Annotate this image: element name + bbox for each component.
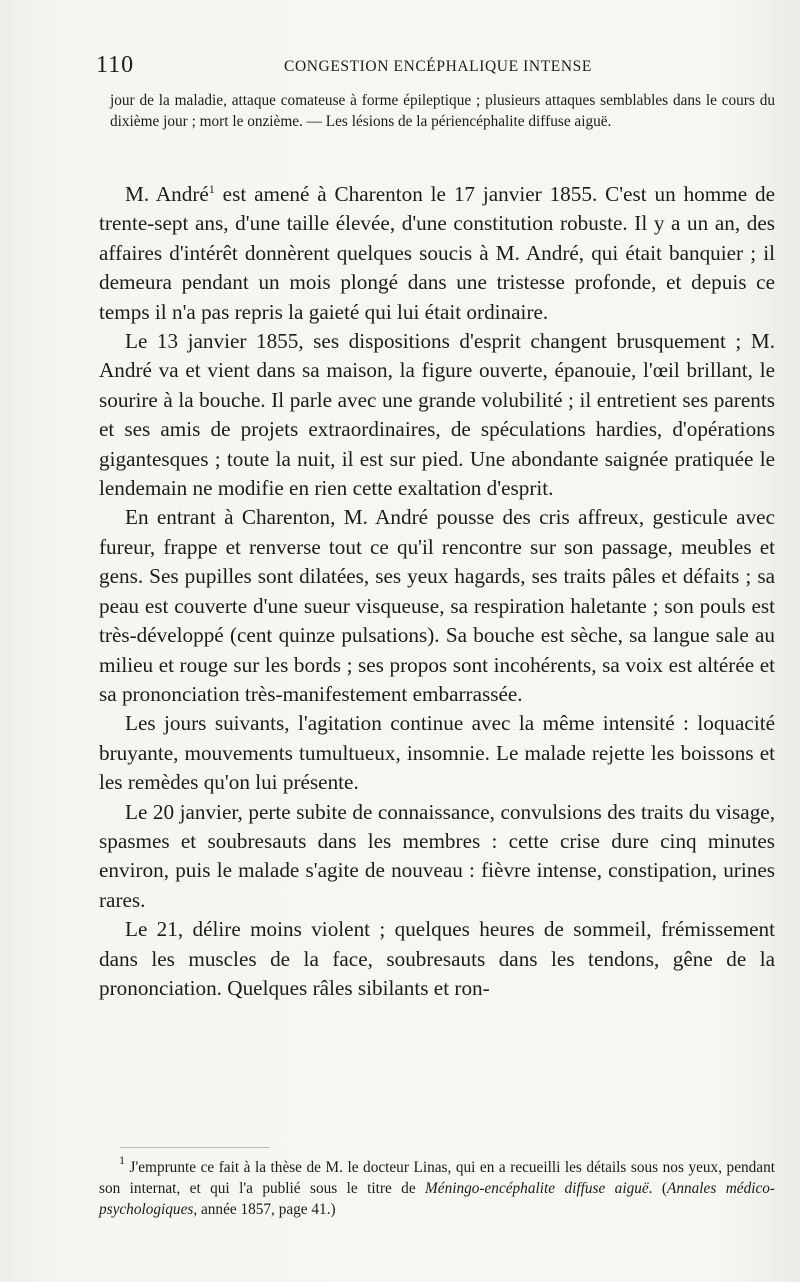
p1-start: M. André: [125, 182, 209, 206]
paragraph-2: Le 13 janvier 1855, ses dispositions d'esprit changent brusquement ; M. André va et vient dans sa maison, la figure ouverte, épanouie, l'œil brillant, le sourire à la bouche. Il parle avec une grande volubilité ; il entretient ses parents et ses amis de projets extraordinaires, de spéculations hardies, d'opérations gigantesques ; toute la nuit, il est sur pied. Une abondante saignée pratiquée le lendemain ne modifie en rien cette exaltation d'esprit.: [99, 329, 775, 501]
paragraph-1: [99, 180, 775, 327]
footnote-ref: 1: [208, 182, 215, 196]
case-body: [99, 180, 775, 1003]
p1-rest: est amené à Charenton le 17 janvier 1855. C'est un homme de trente-sept ans, d'une taille élevée, d'une constitution robuste. Il y a un an, des affaires d'intérêt donnèrent quelques soucis à M. André, qui était banquier ; il demeura pendant un mois plongé dans une tristesse profonde, et depuis ce temps il n'a pas repris la gaieté qui lui était ordinaire.: [99, 182, 775, 324]
footnote: [99, 1153, 775, 1220]
footnote-text-b: . (: [648, 1180, 668, 1197]
footnote-title: Méningo-encéphalite diffuse aiguë: [425, 1180, 649, 1197]
case-summary: jour de la maladie, attaque comateuse à forme épileptique ; plusieurs attaques semblables dans le cours du dixième jour ; mort le onzième. — Les lésions de la périencéphalite diffuse aiguë.: [110, 92, 775, 130]
paragraph-6: Le 21, délire moins violent ; quelques heures de sommeil, frémissement dans les muscles de la face, soubresauts dans les tendons, gêne de la prononciation. Quelques râles sibilants et ron-: [99, 917, 775, 1000]
footnote-marker: 1: [119, 1153, 125, 1167]
footnote-text-a: J'emprunte ce fait à la thèse de M. le docteur Linas, qui en a recueilli les détails sous nos yeux, pendant son internat, et qui l'a publié sous le titre de: [99, 1159, 775, 1197]
page-number: 110: [96, 52, 135, 78]
footnote-divider: [120, 1147, 270, 1148]
footnote-text: [99, 1153, 775, 1220]
running-head: CONGESTION ENCÉPHALIQUE INTENSE: [284, 58, 592, 75]
footnote-journal: Annales médico-psychologiques: [99, 1180, 775, 1218]
footnote-text-c: , année 1857, page 41.): [193, 1201, 336, 1218]
paragraph-5: Le 20 janvier, perte subite de connaissance, convulsions des traits du visage, spasmes et soubresauts dans les membres : cette crise dure cinq minutes environ, puis le malade s'agite de nouveau : fièvre intense, constipation, urines rares.: [99, 799, 775, 912]
paragraph-3: En entrant à Charenton, M. André pousse des cris affreux, gesticule avec fureur, frappe et renverse tout ce qu'il rencontre sur son passage, meubles et gens. Ses pupilles sont dilatées, ses yeux hagards, ses traits pâles et défaits ; sa peau est couverte d'une sueur visqueuse, sa respiration haletante ; son pouls est très-développé (cent quinze pulsations). Sa bouche est sèche, sa langue sale au milieu et rouge sur les bords ; ses propos sont incohérents, sa voix est altérée et sa prononciation très-manifestement embarrassée.: [99, 505, 775, 706]
page-header: [96, 52, 786, 82]
paragraph-4: Les jours suivants, l'agitation continue avec la même intensité : loquacité bruyante, mouvements tumultueux, insomnie. Le malade rejette les boissons et les remèdes qu'on lui présente.: [99, 711, 775, 795]
